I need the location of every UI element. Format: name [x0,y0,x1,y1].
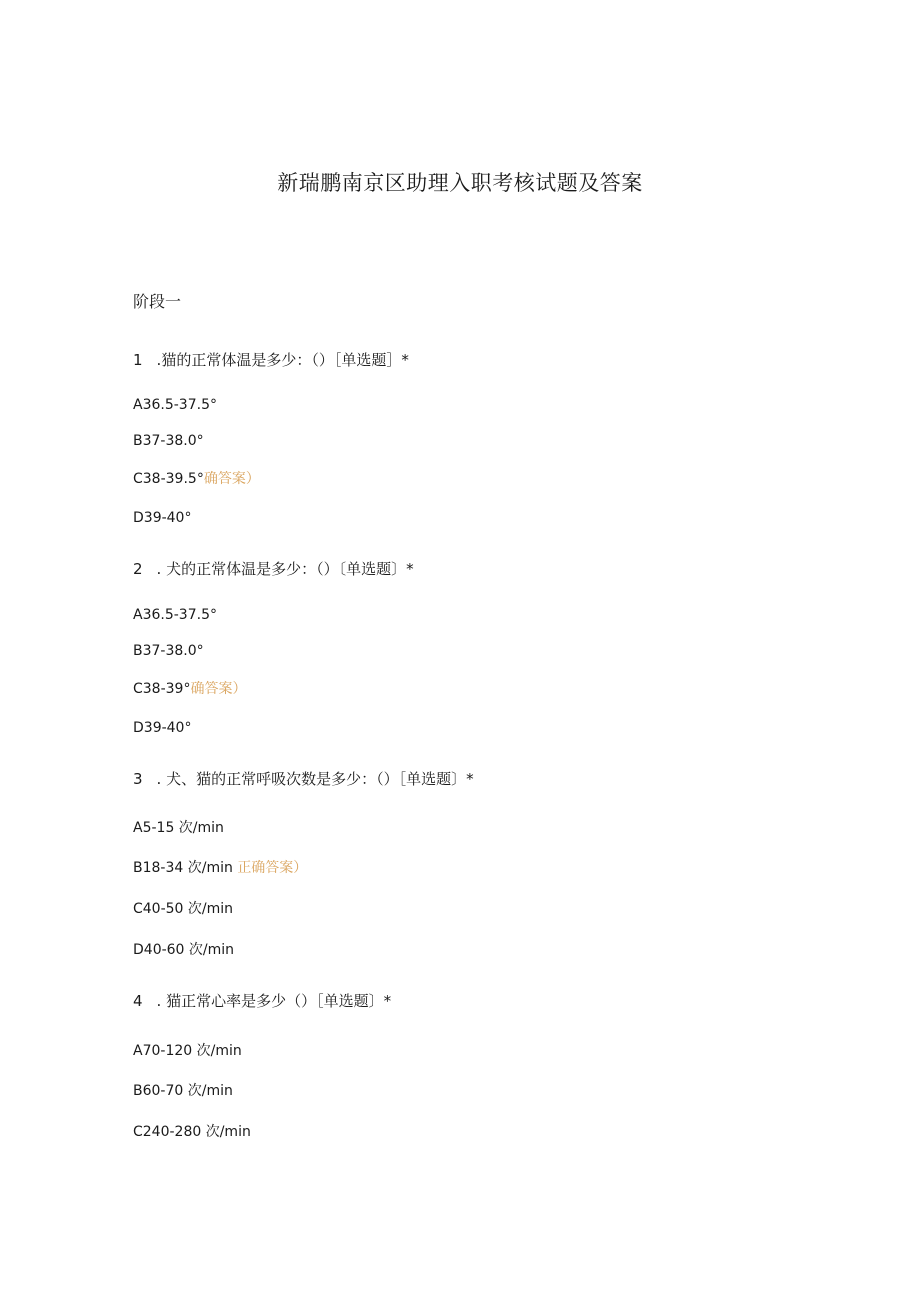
option-1c [133,469,260,489]
option-text: A36.5-37.5° [133,607,217,623]
question-text: . 猫正常心率是多少（）［单选题〕* [156,992,392,1010]
question-text: . 犬的正常体温是多少：（）〔单选题〕* [156,560,414,578]
document-title: 新瑞鹏南京区助理入职考核试题及答案 [277,171,643,195]
option-2a [133,605,217,625]
option-text: B60-70 次/min [133,1083,233,1099]
question-4 [133,990,391,1012]
option-2b [133,641,204,661]
option-2c [133,679,246,699]
option-text: A70-120 次/min [133,1043,242,1059]
question-2 [133,558,414,580]
question-number: 2 [133,560,143,578]
option-text: B18-34 次/min [133,860,238,876]
answer-marker: 确答案） [203,471,260,487]
answer-marker: 确答案） [190,681,247,697]
question-number: 1 [133,351,143,369]
option-1d [133,508,191,528]
question-1 [133,349,409,371]
option-text: D39-40° [133,510,192,526]
option-text: B37-38.0° [133,433,204,449]
option-4c [133,1122,251,1142]
option-text: D40-60 次/min [133,942,235,958]
option-3b [133,858,307,878]
option-1a [133,395,217,415]
section-label: 阶段一 [133,292,182,311]
option-text: B37-38.0° [133,643,204,659]
option-3a [133,818,224,838]
question-3 [133,768,474,790]
question-text: .猫的正常体温是多少：（）［单选题］* [156,351,409,369]
option-text: C40-50 次/min [133,901,234,917]
option-3d [133,940,234,960]
option-4b [133,1081,233,1101]
option-3c [133,899,233,919]
option-1b [133,431,204,451]
question-text: . 犬、猫的正常呼吸次数是多少：（）［单选题〕* [156,770,474,788]
option-text: C240-280 次/min [133,1124,251,1140]
option-4a [133,1041,242,1061]
question-number: 4 [133,992,143,1010]
answer-marker: 正确答案） [237,860,308,876]
option-text: A5-15 次/min [133,820,224,836]
question-number: 3 [133,770,143,788]
option-text: C38-39° [133,681,191,697]
option-text: C38-39.5° [133,471,204,487]
option-text: A36.5-37.5° [133,397,217,413]
option-text: D39-40° [133,720,192,736]
option-2d [133,718,191,738]
